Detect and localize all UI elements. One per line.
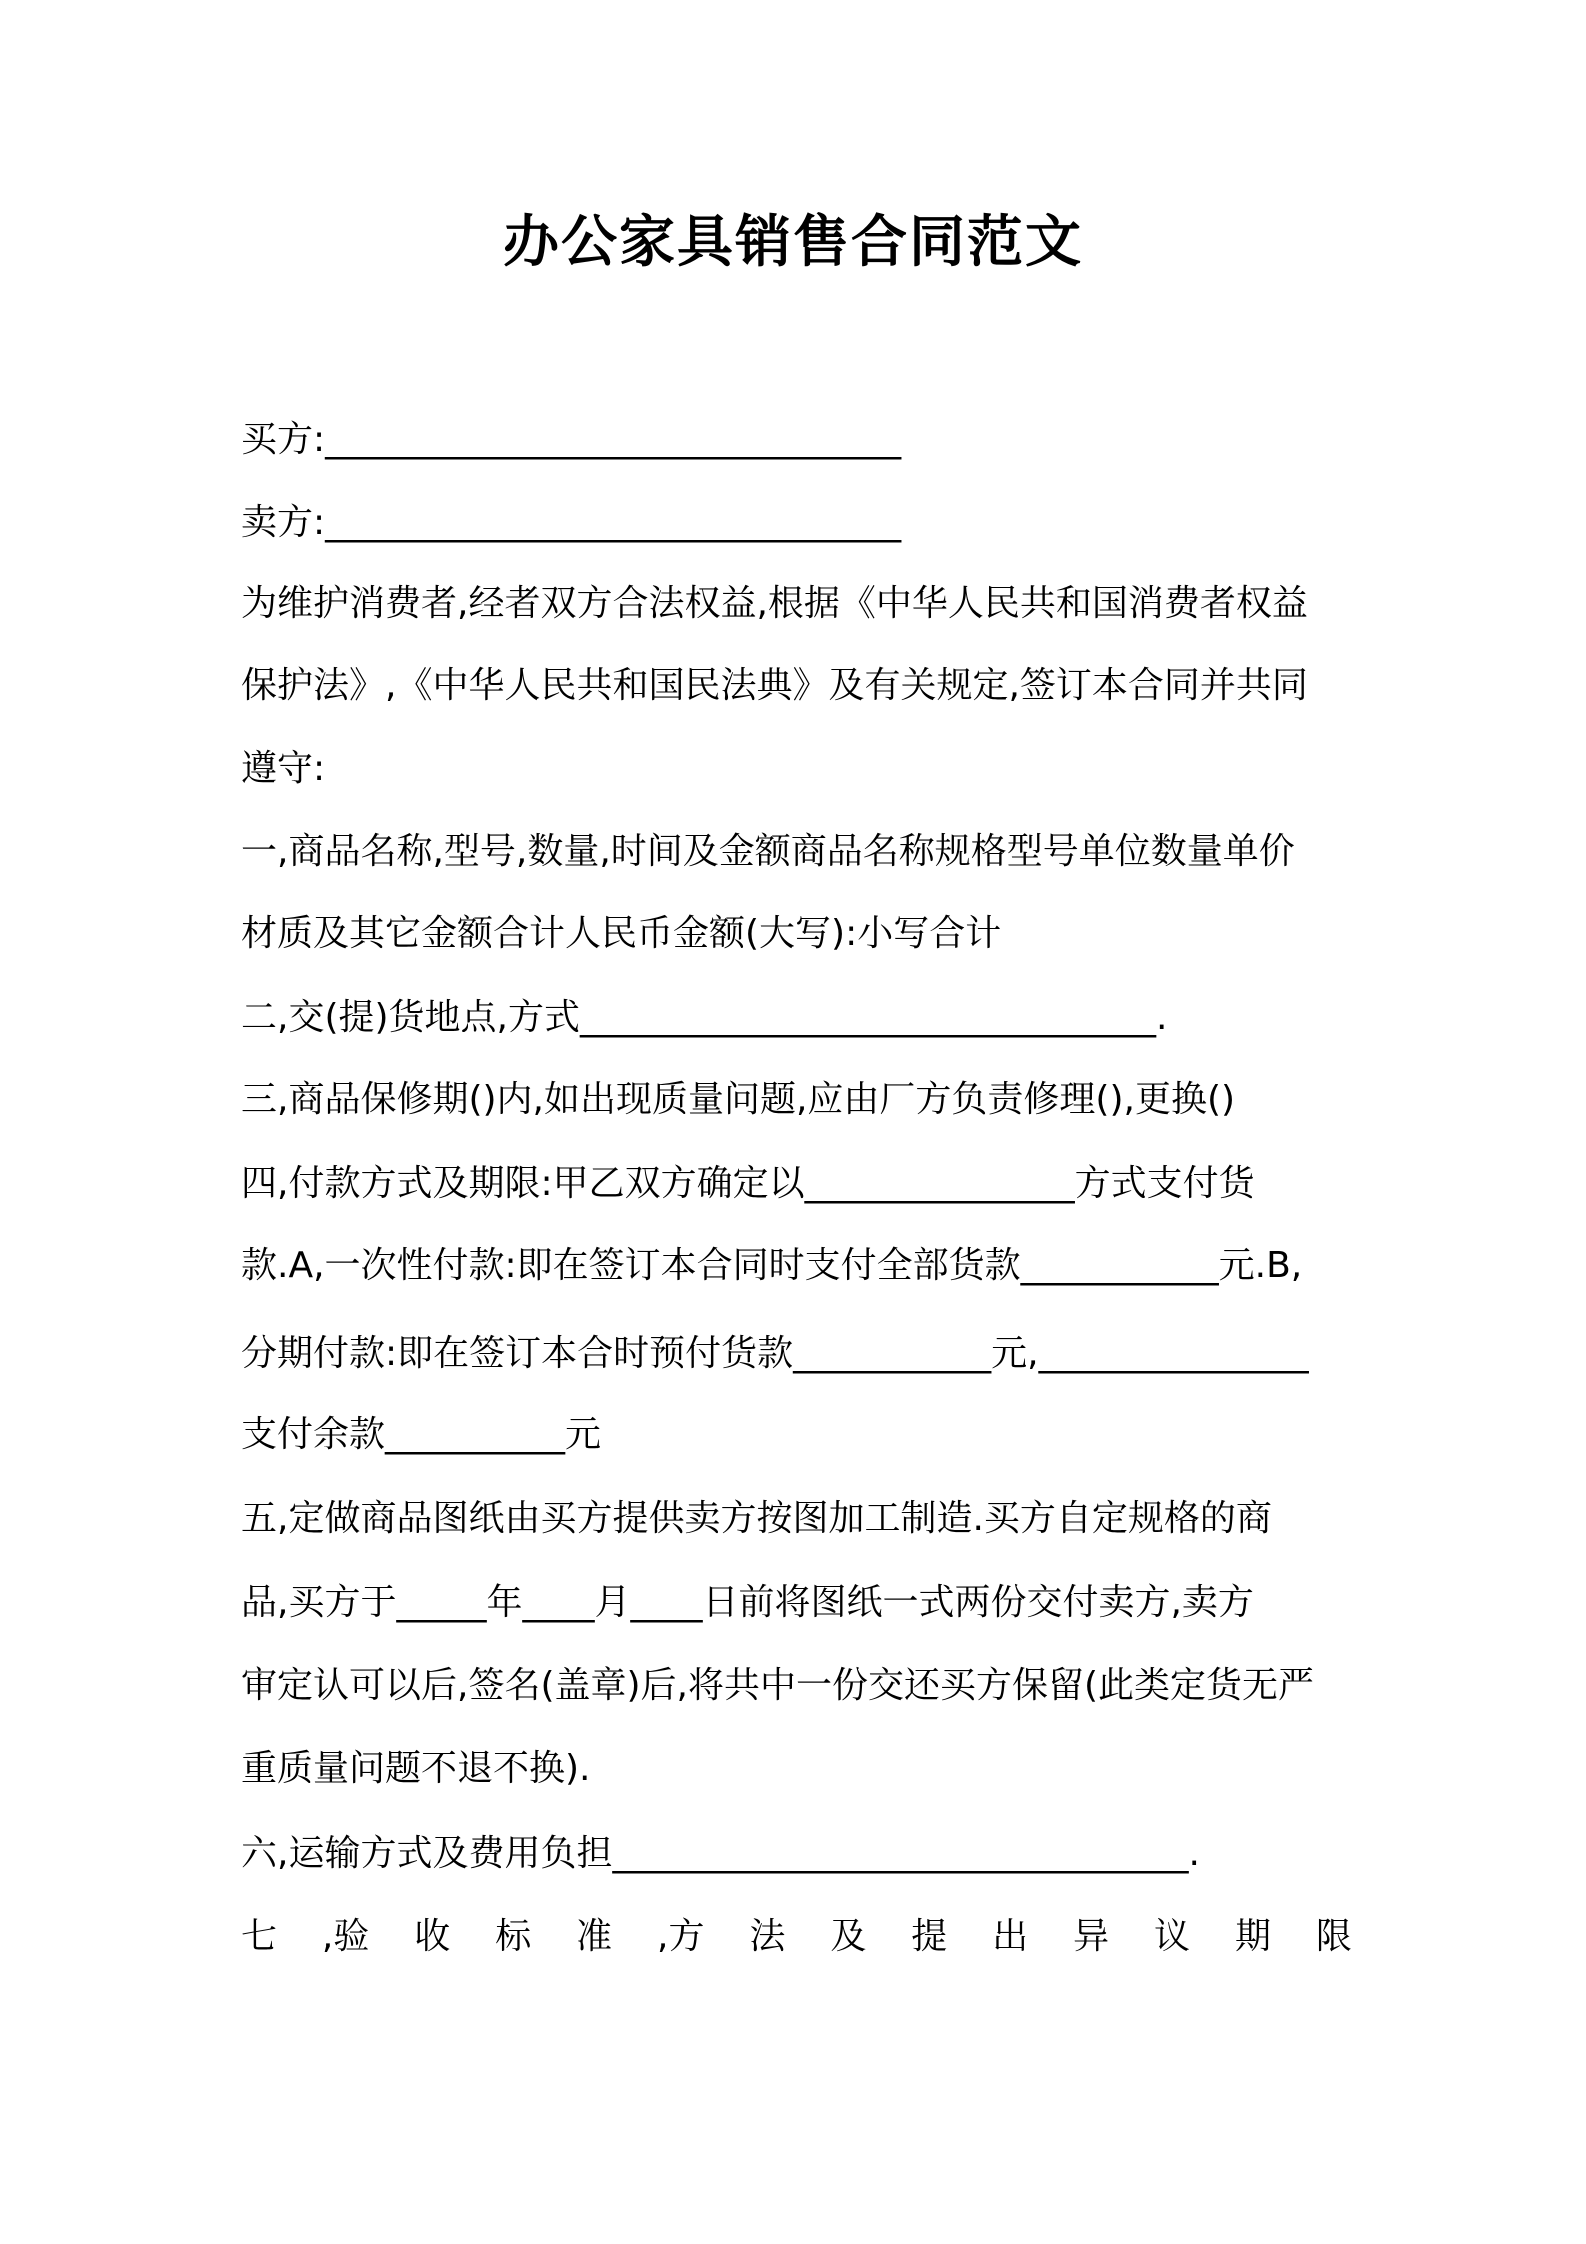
clause-4-line: 四,付款方式及期限:甲乙双方确定以_______________方式支付货 [241,1163,1255,1204]
clause-7-char: ,验 [321,1916,370,1957]
paragraph-line: 遵守: [241,748,326,789]
clause-3-line: 三,商品保修期()内,如出现质量问题,应由厂方负责修理(),更换() [241,1079,1236,1120]
clause-4-line: 款.A,一次性付款:即在签订本合同时支付全部货款___________元.B, [241,1245,1303,1286]
paragraph-line: 保护法》,《中华人民共和国民法典》及有关规定,签订本合同并共同 [241,665,1308,706]
clause-2-line: 二,交(提)货地点,方式________________________________. [241,997,1168,1038]
clause-7-char: 及 [830,1916,867,1957]
clause-4-line: 支付余款__________元 [241,1414,602,1455]
clause-7-char: 提 [911,1916,948,1957]
clause-5-line: 重质量问题不退不换). [241,1748,591,1789]
clause-7-char: 限 [1315,1916,1352,1957]
clause-7-line [241,1912,1352,1962]
clause-7-char: 准 [576,1916,613,1957]
clause-4-line: 分期付款:即在签订本合时预付货款___________元,_______________ [241,1333,1309,1374]
clause-7-char: 七 [241,1916,278,1957]
clause-7-char: 异 [1073,1916,1110,1957]
clause-7-char: 收 [414,1916,451,1957]
clause-7-char: ,方 [657,1916,705,1957]
seller-line: 卖方:________________________________ [241,502,902,543]
paragraph-line: 为维护消费者,经者双方合法权益,根据《中华人民共和国消费者权益 [241,583,1308,624]
clause-7-char: 期 [1234,1916,1271,1957]
clause-5-line: 五,定做商品图纸由买方提供卖方按图加工制造.买方自定规格的商 [241,1498,1272,1539]
clause-1-line: 材质及其它金额合计人民币金额(大写):小写合计 [241,913,1002,954]
clause-5-line: 品,买方于_____年____月____日前将图纸一式两份交付卖方,卖方 [241,1582,1254,1623]
clause-7-char: 标 [495,1916,532,1957]
clause-6-line: 六,运输方式及费用负担________________________________. [241,1833,1200,1874]
clause-7-char: 议 [1154,1916,1191,1957]
clause-5-line: 审定认可以后,签名(盖章)后,将共中一份交还买方保留(此类定货无严 [241,1665,1315,1706]
clause-7-char: 出 [992,1916,1029,1957]
document-title: 办公家具销售合同范文 [503,210,1083,275]
buyer-line: 买方:________________________________ [241,419,902,460]
clause-7-char: 法 [749,1916,786,1957]
clause-1-line: 一,商品名称,型号,数量,时间及金额商品名称规格型号单位数量单价 [241,831,1295,872]
